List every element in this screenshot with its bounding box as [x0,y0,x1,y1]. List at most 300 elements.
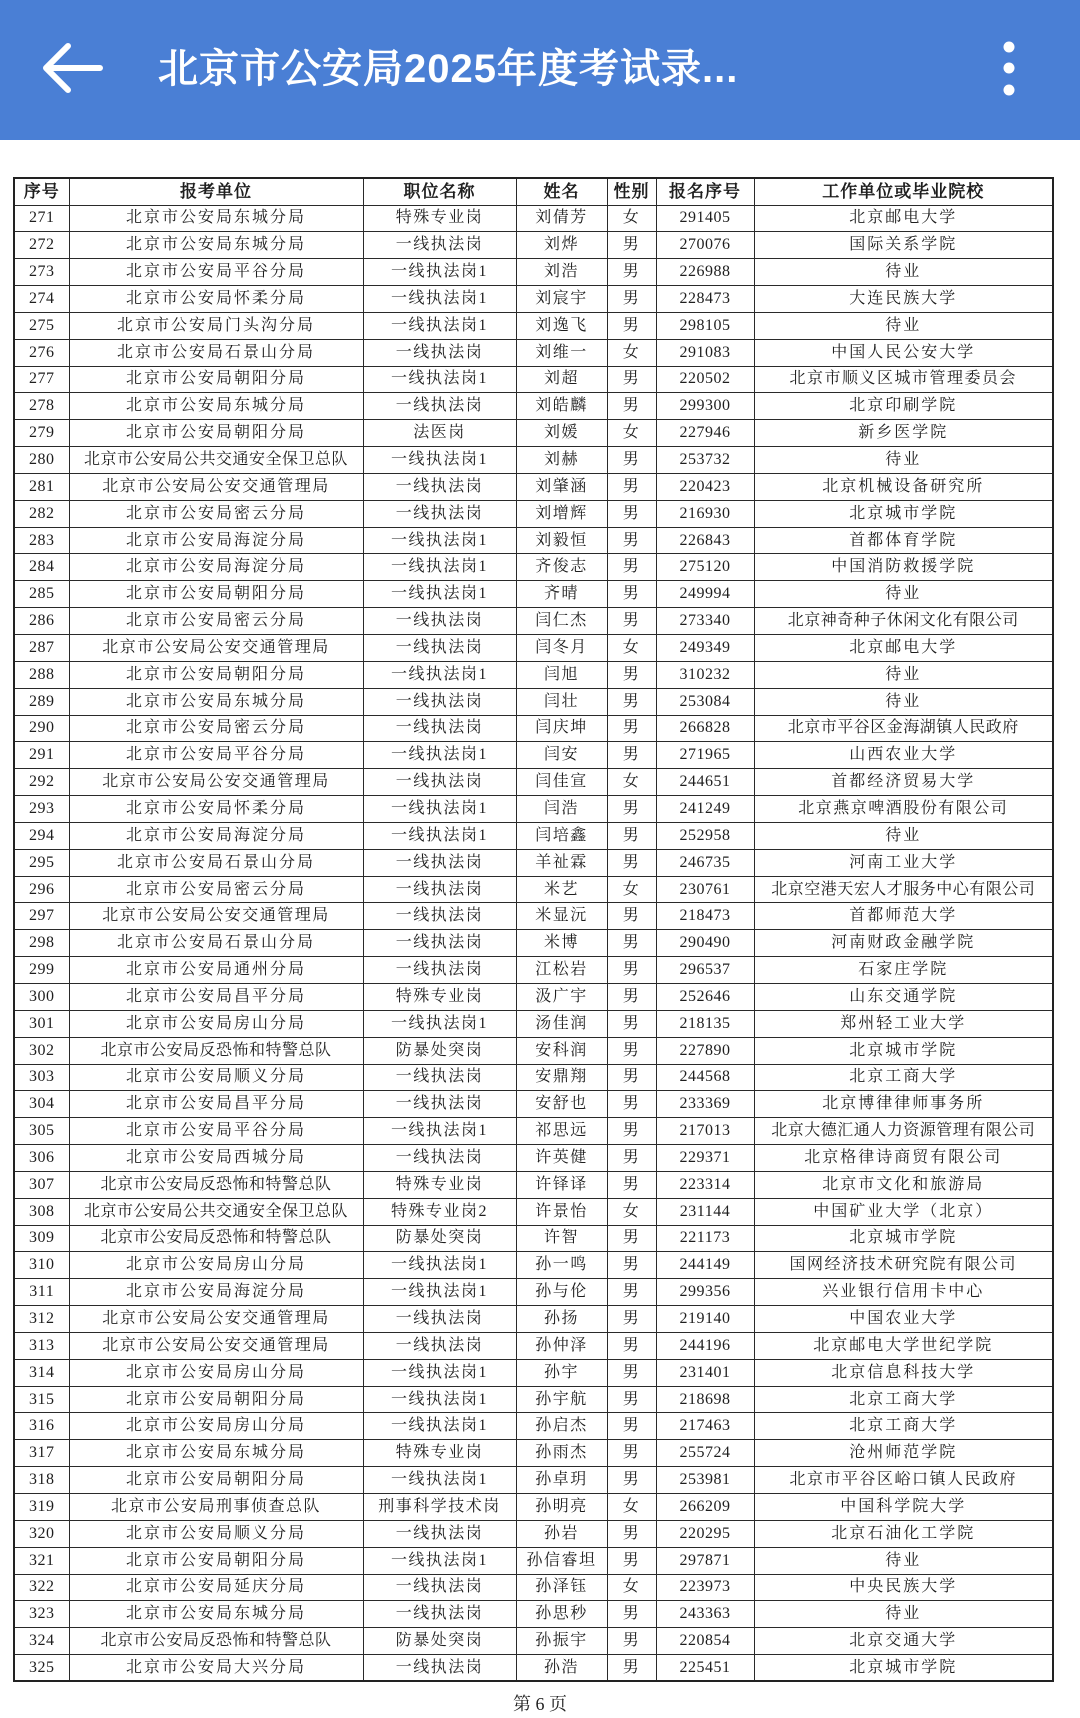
reg-no-cell: 270076 [656,232,754,259]
position-cell: 一线执法岗 [363,930,516,957]
school-cell: 山西农业大学 [754,742,1053,769]
position-cell: 一线执法岗1 [363,1252,516,1279]
name-cell: 刘毅恒 [516,527,607,554]
gender-cell: 女 [607,635,656,662]
table-row [14,1252,1053,1279]
reg-no-cell: 297871 [656,1547,754,1574]
unit-cell: 北京市公安局朝阳分局 [69,581,363,608]
gender-cell: 男 [607,1332,656,1359]
table-row [14,635,1053,662]
unit-cell: 北京市公安局石景山分局 [69,849,363,876]
unit-cell: 北京市公安局石景山分局 [69,339,363,366]
unit-cell: 北京市公安局朝阳分局 [69,1467,363,1494]
position-cell: 一线执法岗 [363,903,516,930]
seq-cell: 302 [14,1037,69,1064]
name-cell: 闫壮 [516,688,607,715]
table-row [14,1467,1053,1494]
school-cell: 北京城市学院 [754,1225,1053,1252]
seq-cell: 299 [14,957,69,984]
seq-cell: 307 [14,1171,69,1198]
unit-cell: 北京市公安局朝阳分局 [69,661,363,688]
seq-cell: 294 [14,822,69,849]
document-page [0,140,1080,1718]
header-school: 工作单位或毕业院校 [754,178,1053,205]
unit-cell: 北京市公安局海淀分局 [69,1279,363,1306]
reg-no-cell: 253981 [656,1467,754,1494]
seq-cell: 298 [14,930,69,957]
position-cell: 法医岗 [363,420,516,447]
seq-cell: 320 [14,1520,69,1547]
name-cell: 闫仁杰 [516,608,607,635]
header-name: 姓名 [516,178,607,205]
position-cell: 一线执法岗 [363,715,516,742]
reg-no-cell: 249994 [656,581,754,608]
name-cell: 安舒也 [516,1091,607,1118]
reg-no-cell: 241249 [656,796,754,823]
reg-no-cell: 253732 [656,447,754,474]
position-cell: 一线执法岗1 [363,1359,516,1386]
name-cell: 米艺 [516,876,607,903]
seq-cell: 317 [14,1440,69,1467]
school-cell: 北京大德汇通人力资源管理有限公司 [754,1118,1053,1145]
reg-no-cell: 216930 [656,500,754,527]
reg-no-cell: 228473 [656,286,754,313]
gender-cell: 男 [607,259,656,286]
table-row [14,527,1053,554]
reg-no-cell: 243363 [656,1601,754,1628]
unit-cell: 北京市公安局平谷分局 [69,259,363,286]
school-cell: 中国农业大学 [754,1306,1053,1333]
seq-cell: 313 [14,1332,69,1359]
seq-cell: 314 [14,1359,69,1386]
gender-cell: 女 [607,420,656,447]
unit-cell: 北京市公安局通州分局 [69,957,363,984]
unit-cell: 北京市公安局密云分局 [69,715,363,742]
reg-no-cell: 299356 [656,1279,754,1306]
unit-cell: 北京市公安局海淀分局 [69,822,363,849]
unit-cell: 北京市公安局海淀分局 [69,527,363,554]
table-row [14,1574,1053,1601]
table-header-row [14,178,1053,205]
school-cell: 中央民族大学 [754,1574,1053,1601]
gender-cell: 男 [607,473,656,500]
position-cell: 一线执法岗 [363,1091,516,1118]
school-cell: 河南工业大学 [754,849,1053,876]
unit-cell: 北京市公安局反恐怖和特警总队 [69,1225,363,1252]
table-row [14,661,1053,688]
page-title: 北京市公安局2025年度考试录... [158,47,739,91]
name-cell: 闫安 [516,742,607,769]
table-row [14,1091,1053,1118]
position-cell: 一线执法岗1 [363,527,516,554]
school-cell: 北京印刷学院 [754,393,1053,420]
table-row [14,420,1053,447]
reg-no-cell: 255724 [656,1440,754,1467]
unit-cell: 北京市公安局平谷分局 [69,742,363,769]
position-cell: 一线执法岗 [363,1655,516,1682]
position-cell: 一线执法岗 [363,1520,516,1547]
position-cell: 特殊专业岗 [363,1171,516,1198]
seq-cell: 285 [14,581,69,608]
seq-cell: 292 [14,769,69,796]
name-cell: 祁思远 [516,1118,607,1145]
gender-cell: 男 [607,1037,656,1064]
name-cell: 齐俊志 [516,554,607,581]
table-row [14,473,1053,500]
school-cell: 兴业银行信用卡中心 [754,1279,1053,1306]
name-cell: 许铎译 [516,1171,607,1198]
name-cell: 刘逸飞 [516,312,607,339]
gender-cell: 男 [607,312,656,339]
reg-no-cell: 266828 [656,715,754,742]
reg-no-cell: 296537 [656,957,754,984]
table-row [14,1494,1053,1521]
seq-cell: 286 [14,608,69,635]
name-cell: 许智 [516,1225,607,1252]
seq-cell: 306 [14,1145,69,1172]
table-row [14,688,1053,715]
school-cell: 郑州轻工业大学 [754,1010,1053,1037]
school-cell: 北京燕京啤酒股份有限公司 [754,796,1053,823]
seq-cell: 305 [14,1118,69,1145]
seq-cell: 319 [14,1494,69,1521]
gender-cell: 女 [607,1574,656,1601]
reg-no-cell: 246735 [656,849,754,876]
seq-cell: 271 [14,205,69,232]
unit-cell: 北京市公安局公安交通管理局 [69,1306,363,1333]
reg-no-cell: 233369 [656,1091,754,1118]
name-cell: 孙与伦 [516,1279,607,1306]
school-cell: 中国矿业大学（北京） [754,1198,1053,1225]
reg-no-cell: 223973 [656,1574,754,1601]
unit-cell: 北京市公安局密云分局 [69,500,363,527]
header-unit: 报考单位 [69,178,363,205]
reg-no-cell: 244196 [656,1332,754,1359]
table-row [14,393,1053,420]
school-cell: 北京石油化工学院 [754,1520,1053,1547]
reg-no-cell: 244651 [656,769,754,796]
gender-cell: 男 [607,1171,656,1198]
name-cell: 米显沅 [516,903,607,930]
gender-cell: 男 [607,1145,656,1172]
seq-cell: 321 [14,1547,69,1574]
school-cell: 北京博律律师事务所 [754,1091,1053,1118]
table-row [14,1440,1053,1467]
seq-cell: 324 [14,1628,69,1655]
seq-cell: 311 [14,1279,69,1306]
seq-cell: 318 [14,1467,69,1494]
position-cell: 一线执法岗 [363,608,516,635]
table-row [14,366,1053,393]
school-cell: 大连民族大学 [754,286,1053,313]
gender-cell: 男 [607,1601,656,1628]
table-row [14,796,1053,823]
position-cell: 一线执法岗1 [363,822,516,849]
reg-no-cell: 266209 [656,1494,754,1521]
position-cell: 特殊专业岗 [363,1440,516,1467]
seq-cell: 282 [14,500,69,527]
name-cell: 刘烨 [516,232,607,259]
header-position: 职位名称 [363,178,516,205]
reg-no-cell: 299300 [656,393,754,420]
reg-no-cell: 244149 [656,1252,754,1279]
name-cell: 刘肇涵 [516,473,607,500]
name-cell: 汤佳润 [516,1010,607,1037]
unit-cell: 北京市公安局反恐怖和特警总队 [69,1037,363,1064]
position-cell: 一线执法岗1 [363,286,516,313]
position-cell: 一线执法岗1 [363,259,516,286]
school-cell: 首都体育学院 [754,527,1053,554]
header-gender: 性别 [607,178,656,205]
position-cell: 一线执法岗 [363,473,516,500]
position-cell: 一线执法岗1 [363,366,516,393]
unit-cell: 北京市公安局密云分局 [69,608,363,635]
name-cell: 孙明亮 [516,1494,607,1521]
name-cell: 孙雨杰 [516,1440,607,1467]
school-cell: 北京邮电大学世纪学院 [754,1332,1053,1359]
gender-cell: 男 [607,796,656,823]
reg-no-cell: 218473 [656,903,754,930]
gender-cell: 男 [607,1279,656,1306]
gender-cell: 男 [607,1386,656,1413]
reg-no-cell: 218135 [656,1010,754,1037]
table-row [14,742,1053,769]
header-seq: 序号 [14,178,69,205]
unit-cell: 北京市公安局公安交通管理局 [69,635,363,662]
reg-no-cell: 229371 [656,1145,754,1172]
name-cell: 孙泽钰 [516,1574,607,1601]
reg-no-cell: 271965 [656,742,754,769]
position-cell: 一线执法岗1 [363,554,516,581]
gender-cell: 男 [607,286,656,313]
position-cell: 特殊专业岗 [363,205,516,232]
unit-cell: 北京市公安局昌平分局 [69,983,363,1010]
seq-cell: 310 [14,1252,69,1279]
name-cell: 刘赫 [516,447,607,474]
unit-cell: 北京市公安局东城分局 [69,688,363,715]
school-cell: 北京市平谷区金海湖镇人民政府 [754,715,1053,742]
reg-no-cell: 291083 [656,339,754,366]
reg-no-cell: 230761 [656,876,754,903]
results-table [13,177,1054,1682]
seq-cell: 291 [14,742,69,769]
reg-no-cell: 217463 [656,1413,754,1440]
position-cell: 一线执法岗1 [363,447,516,474]
seq-cell: 312 [14,1306,69,1333]
seq-cell: 279 [14,420,69,447]
unit-cell: 北京市公安局海淀分局 [69,554,363,581]
position-cell: 一线执法岗1 [363,1386,516,1413]
position-cell: 一线执法岗 [363,849,516,876]
table-row [14,930,1053,957]
reg-no-cell: 231144 [656,1198,754,1225]
reg-no-cell: 252646 [656,983,754,1010]
position-cell: 一线执法岗 [363,769,516,796]
position-cell: 一线执法岗1 [363,1279,516,1306]
seq-cell: 276 [14,339,69,366]
school-cell: 首都经济贸易大学 [754,769,1053,796]
seq-cell: 322 [14,1574,69,1601]
seq-cell: 273 [14,259,69,286]
unit-cell: 北京市公安局东城分局 [69,205,363,232]
reg-no-cell: 217013 [656,1118,754,1145]
seq-cell: 296 [14,876,69,903]
school-cell: 北京市顺义区城市管理委员会 [754,366,1053,393]
school-cell: 待业 [754,1601,1053,1628]
name-cell: 刘倩芳 [516,205,607,232]
position-cell: 一线执法岗 [363,339,516,366]
table-row [14,1332,1053,1359]
seq-cell: 308 [14,1198,69,1225]
table-row [14,205,1053,232]
school-cell: 北京交通大学 [754,1628,1053,1655]
unit-cell: 北京市公安局公安交通管理局 [69,769,363,796]
unit-cell: 北京市公安局房山分局 [69,1252,363,1279]
name-cell: 刘超 [516,366,607,393]
name-cell: 刘浩 [516,259,607,286]
gender-cell: 男 [607,393,656,420]
table-row [14,581,1053,608]
school-cell: 待业 [754,1547,1053,1574]
unit-cell: 北京市公安局东城分局 [69,232,363,259]
school-cell: 北京工商大学 [754,1413,1053,1440]
seq-cell: 289 [14,688,69,715]
gender-cell: 女 [607,205,656,232]
reg-no-cell: 220295 [656,1520,754,1547]
seq-cell: 300 [14,983,69,1010]
position-cell: 一线执法岗1 [363,312,516,339]
seq-cell: 303 [14,1064,69,1091]
name-cell: 安科润 [516,1037,607,1064]
seq-cell: 287 [14,635,69,662]
reg-no-cell: 227890 [656,1037,754,1064]
name-cell: 孙宇 [516,1359,607,1386]
gender-cell: 男 [607,1359,656,1386]
name-cell: 羊祉霖 [516,849,607,876]
table-row [14,232,1053,259]
name-cell: 孙卓玥 [516,1467,607,1494]
unit-cell: 北京市公安局门头沟分局 [69,312,363,339]
table-row [14,339,1053,366]
reg-no-cell: 226988 [656,259,754,286]
school-cell: 中国科学院大学 [754,1494,1053,1521]
school-cell: 石家庄学院 [754,957,1053,984]
back-button[interactable] [30,36,114,100]
name-cell: 闫冬月 [516,635,607,662]
table-row [14,1306,1053,1333]
gender-cell: 女 [607,1198,656,1225]
name-cell: 孙振宇 [516,1628,607,1655]
seq-cell: 325 [14,1655,69,1682]
seq-cell: 304 [14,1091,69,1118]
position-cell: 一线执法岗 [363,1145,516,1172]
gender-cell: 男 [607,688,656,715]
table-row [14,1547,1053,1574]
header-reg-no: 报名序号 [656,178,754,205]
seq-cell: 280 [14,447,69,474]
reg-no-cell: 227946 [656,420,754,447]
reg-no-cell: 249349 [656,635,754,662]
name-cell: 孙仲泽 [516,1332,607,1359]
gender-cell: 男 [607,1520,656,1547]
position-cell: 一线执法岗1 [363,796,516,823]
reg-no-cell: 218698 [656,1386,754,1413]
name-cell: 刘增辉 [516,500,607,527]
name-cell: 闫旭 [516,661,607,688]
reg-no-cell: 220854 [656,1628,754,1655]
name-cell: 闫培鑫 [516,822,607,849]
app-bar [0,0,1080,140]
table-row [14,1279,1053,1306]
school-cell: 待业 [754,259,1053,286]
name-cell: 许景怡 [516,1198,607,1225]
school-cell: 新乡医学院 [754,420,1053,447]
reg-no-cell: 275120 [656,554,754,581]
seq-cell: 275 [14,312,69,339]
seq-cell: 288 [14,661,69,688]
unit-cell: 北京市公安局刑事侦查总队 [69,1494,363,1521]
unit-cell: 北京市公安局房山分局 [69,1359,363,1386]
position-cell: 一线执法岗1 [363,1547,516,1574]
unit-cell: 北京市公安局密云分局 [69,876,363,903]
position-cell: 一线执法岗1 [363,661,516,688]
gender-cell: 男 [607,903,656,930]
table-row [14,608,1053,635]
gender-cell: 男 [607,930,656,957]
school-cell: 北京城市学院 [754,1037,1053,1064]
name-cell: 刘维一 [516,339,607,366]
seq-cell: 284 [14,554,69,581]
reg-no-cell: 298105 [656,312,754,339]
table-row [14,1386,1053,1413]
table-row [14,769,1053,796]
unit-cell: 北京市公安局怀柔分局 [69,286,363,313]
reg-no-cell: 223314 [656,1171,754,1198]
table-row [14,286,1053,313]
position-cell: 防暴处突岗 [363,1037,516,1064]
table-row [14,1037,1053,1064]
unit-cell: 北京市公安局东城分局 [69,393,363,420]
more-options-button[interactable] [988,32,1030,104]
school-cell: 北京工商大学 [754,1064,1053,1091]
page-number: 第 6 页 [513,1694,567,1714]
name-cell: 孙浩 [516,1655,607,1682]
name-cell: 闫佳宣 [516,769,607,796]
school-cell: 北京信息科技大学 [754,1359,1053,1386]
position-cell: 一线执法岗 [363,393,516,420]
reg-no-cell: 219140 [656,1306,754,1333]
unit-cell: 北京市公安局公共交通安全保卫总队 [69,447,363,474]
gender-cell: 男 [607,581,656,608]
position-cell: 一线执法岗 [363,688,516,715]
unit-cell: 北京市公安局反恐怖和特警总队 [69,1628,363,1655]
name-cell: 许英健 [516,1145,607,1172]
table-row [14,1010,1053,1037]
position-cell: 特殊专业岗2 [363,1198,516,1225]
gender-cell: 男 [607,366,656,393]
name-cell: 江松岩 [516,957,607,984]
gender-cell: 男 [607,608,656,635]
gender-cell: 男 [607,957,656,984]
school-cell: 待业 [754,312,1053,339]
position-cell: 一线执法岗 [363,1332,516,1359]
table-row [14,1413,1053,1440]
position-cell: 一线执法岗 [363,232,516,259]
position-cell: 一线执法岗 [363,876,516,903]
table-row [14,447,1053,474]
table-row [14,822,1053,849]
reg-no-cell: 252958 [656,822,754,849]
